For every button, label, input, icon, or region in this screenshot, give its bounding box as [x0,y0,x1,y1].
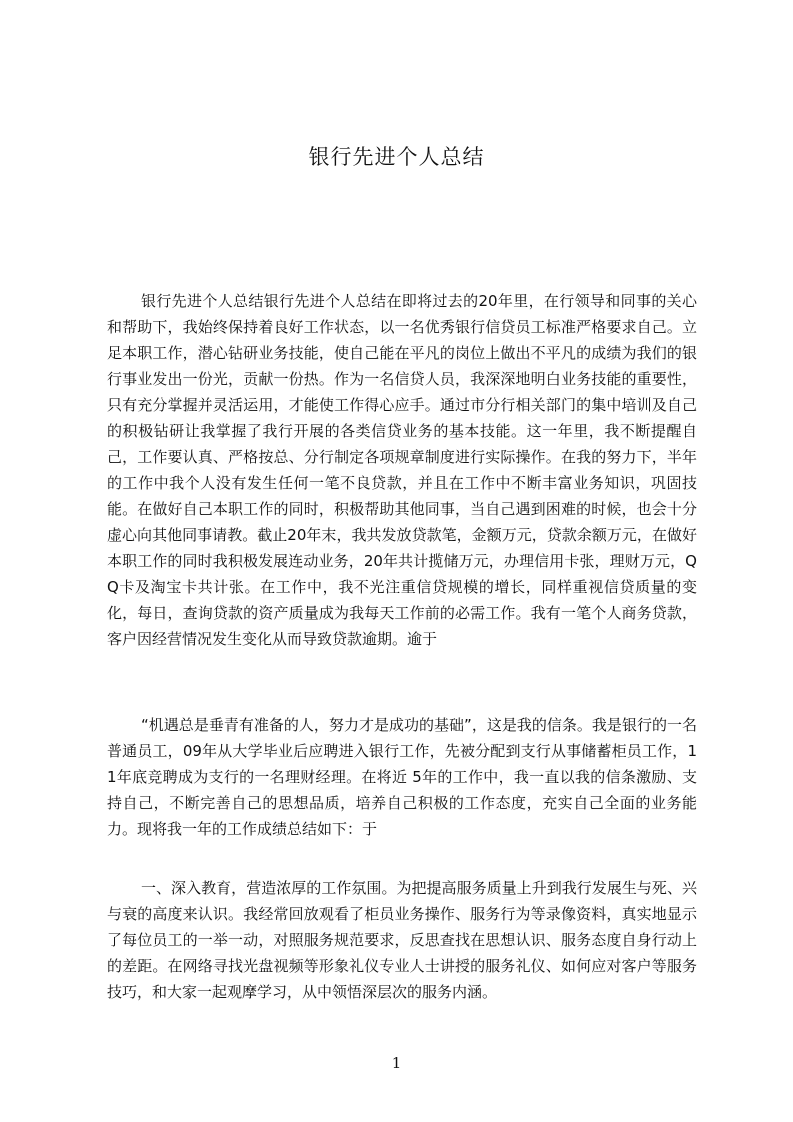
paragraph-2: “机遇总是垂青有准备的人，努力才是成功的基础”，这是我的信条。我是银行的一名普通员工，09年从大学毕业后应聘进入银行工作，先被分配到支行从事储蓄柜员工作，11年底竞聘成为支行的一名理财经理。在将近 5年的工作中，我一直以我的信条激励、支持自己，不断完善自己的思想品质，培养自己积极的工作态度，充实自己全面的业务能力。现将我一年的工作成绩总结如下：于 [107,716,697,838]
paragraph-3: 一、深入教育，营造浓厚的工作氛围。为把提高服务质量上升到我行发展生与死、兴与衰的高度来认识。我经常回放观看了柜员业务操作、服务行为等录像资料，真实地显示了每位员工的一举一动，对照服务规范要求，反思查找在思想认识、服务态度自身行动上的差距。在网络寻找光盘视频等形象礼仪专业人士讲授的服务礼仪、如何应对客户等服务技巧，和大家一起观摩学习，从中领悟深层次的服务内涵。 [107,879,697,1001]
document-title: 银行先进个人总结 [308,145,485,169]
paragraph-1: 银行先进个人总结银行先进个人总结在即将过去的20年里，在行领导和同事的关心和帮助下，我始终保持着良好工作状态，以一名优秀银行信贷员工标准严格要求自己。立足本职工作，潜心钻研业务技能，使自己能在平凡的岗位上做出不平凡的成绩为我们的银行事业发出一份光，贡献一份热。作为一名信贷人员，我深深地明白业务技能的重要性，只有充分掌握并灵活运用，才能使工作得心应手。通过市分行相关部门的集中培训及自己的积极钻研让我掌握了我行开展的各类信贷业务的基本技能。这一年里，我不断提醒自己，工作要认真、严格按总、分行制定各项规章制度进行实际操作。在我的努力下，半年的工作中我个人没有发生任何一笔不良贷款，并且在工作中不断丰富业务知识，巩固技能。在做好自己本职工作的同时，积极帮助其他同事，当自己遇到困难的时候，也会十分虚心向其他同事请教。截止20年末，我共发放贷款笔，金额万元，贷款余额万元，在做好本职工作的同时我积极发展连动业务，20年共计揽储万元，办理信用卡张，理财万元，QQ卡及淘宝卡共计张。在工作中，我不光注重信贷规模的增长，同样重视信贷质量的变化，每日，查询贷款的资产质量成为我每天工作前的必需工作。我有一笔个人商务贷款，客户因经营情况发生变化从而导致贷款逾期。逾于 [107,292,697,648]
page-number: 1 [391,1054,402,1072]
